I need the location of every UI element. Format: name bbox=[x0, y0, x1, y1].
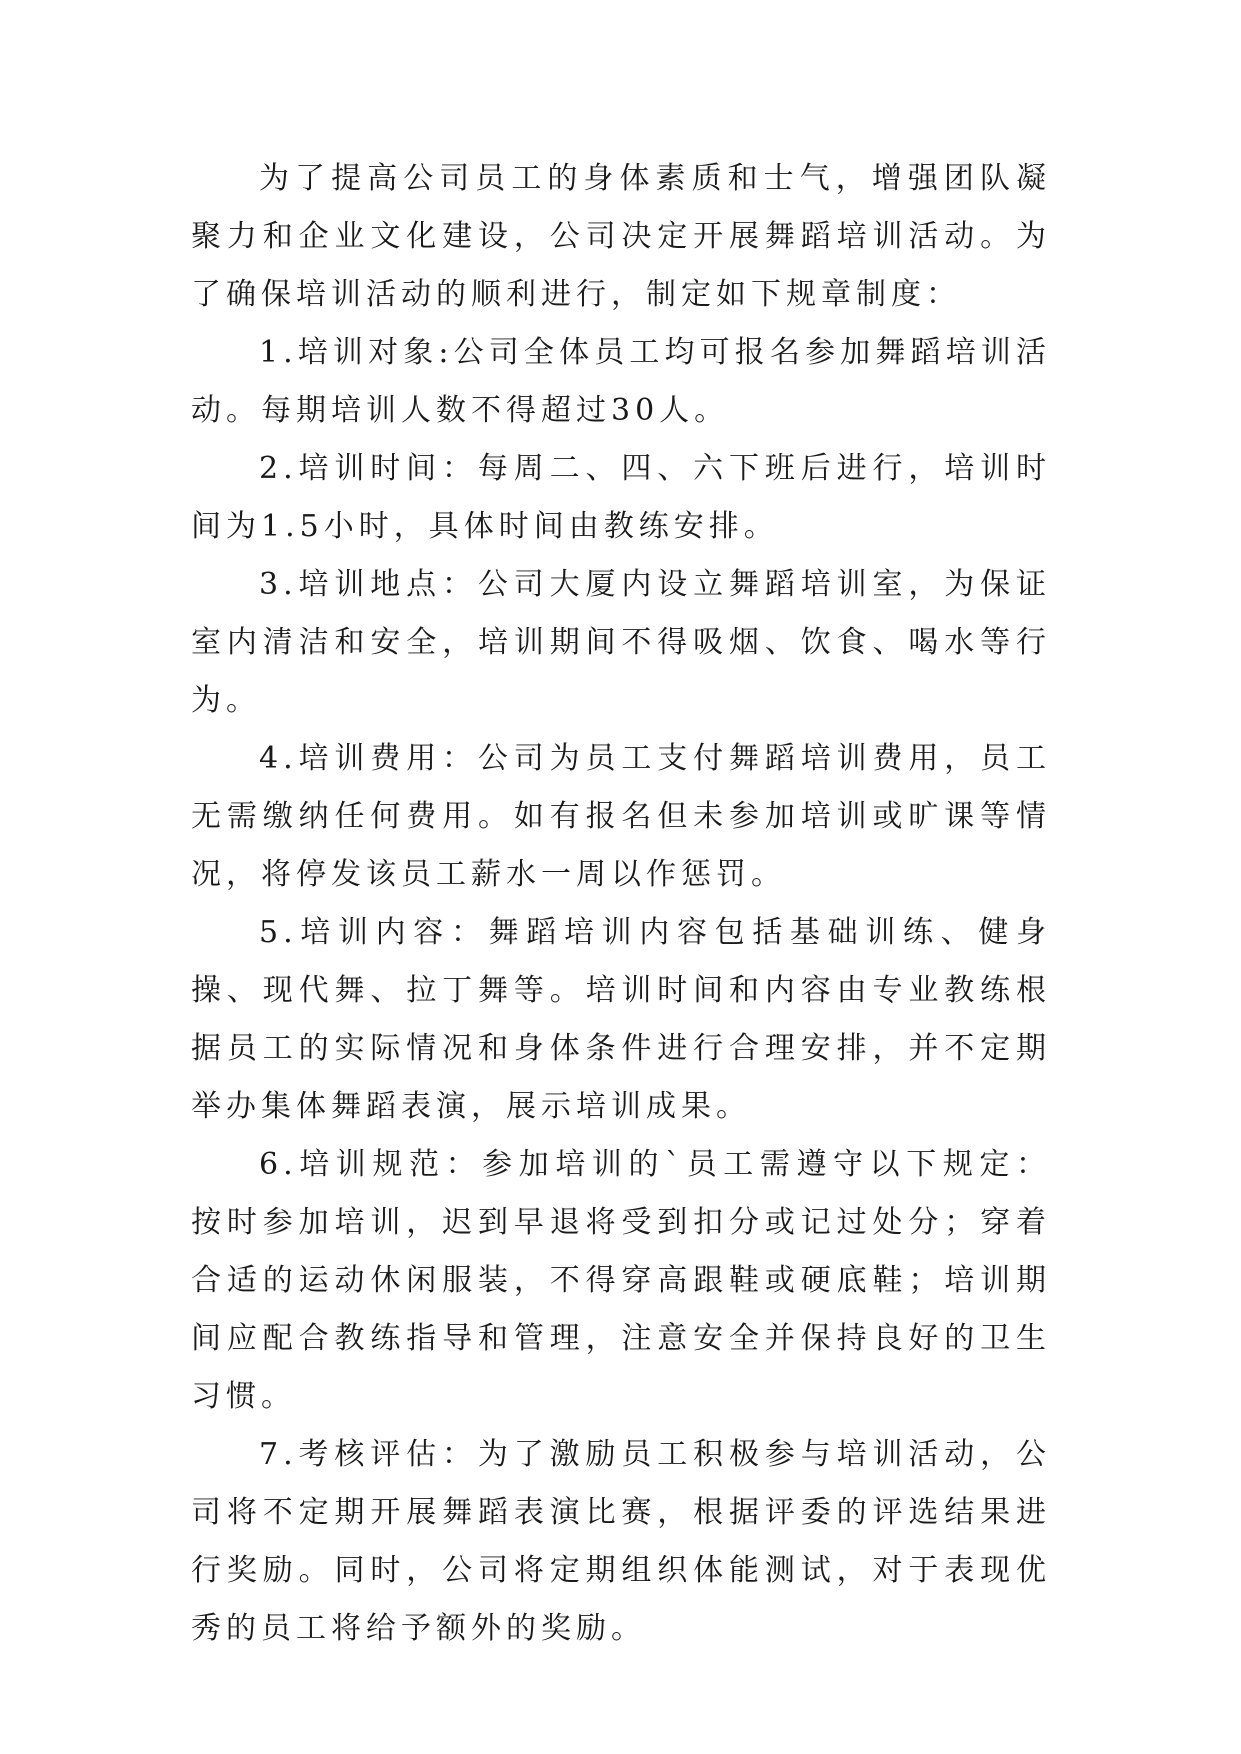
rule-training-norms: 6.培训规范：参加培训的`员工需遵守以下规定：按时参加培训，迟到早退将受到扣分或记过处分；穿着合适的运动休闲服装，不得穿高跟鞋或硬底鞋；培训期间应配合教练指导和管理，注意安全并保持良好的卫生习惯。 bbox=[191, 1147, 1051, 1414]
rule-training-target: 1.培训对象:公司全体员工均可报名参加舞蹈培训活动。每期培训人数不得超过30人。 bbox=[191, 335, 1051, 428]
rule-assessment: 7.考核评估：为了激励员工积极参与培训活动，公司将不定期开展舞蹈表演比赛，根据评委的评选结果进行奖励。同时，公司将定期组织体能测试，对于表现优秀的员工将给予额外的奖励。 bbox=[191, 1437, 1051, 1646]
rule-training-content: 5.培训内容：舞蹈培训内容包括基础训练、健身操、现代舞、拉丁舞等。培训时间和内容由专业教练根据员工的实际情况和身体条件进行合理安排，并不定期举办集体舞蹈表演，展示培训成果。 bbox=[191, 915, 1051, 1124]
document-body bbox=[191, 150, 1051, 1658]
rule-training-location: 3.培训地点：公司大厦内设立舞蹈培训室，为保证室内清洁和安全，培训期间不得吸烟、饮食、喝水等行为。 bbox=[191, 567, 1051, 718]
rule-training-time: 2.培训时间：每周二、四、六下班后进行，培训时间为1.5小时，具体时间由教练安排。 bbox=[191, 451, 1051, 544]
intro-paragraph: 为了提高公司员工的身体素质和士气，增强团队凝聚力和企业文化建设，公司决定开展舞蹈培训活动。为了确保培训活动的顺利进行，制定如下规章制度： bbox=[191, 161, 1051, 312]
rule-training-fee: 4.培训费用：公司为员工支付舞蹈培训费用，员工无需缴纳任何费用。如有报名但未参加培训或旷课等情况，将停发该员工薪水一周以作惩罚。 bbox=[191, 741, 1051, 892]
